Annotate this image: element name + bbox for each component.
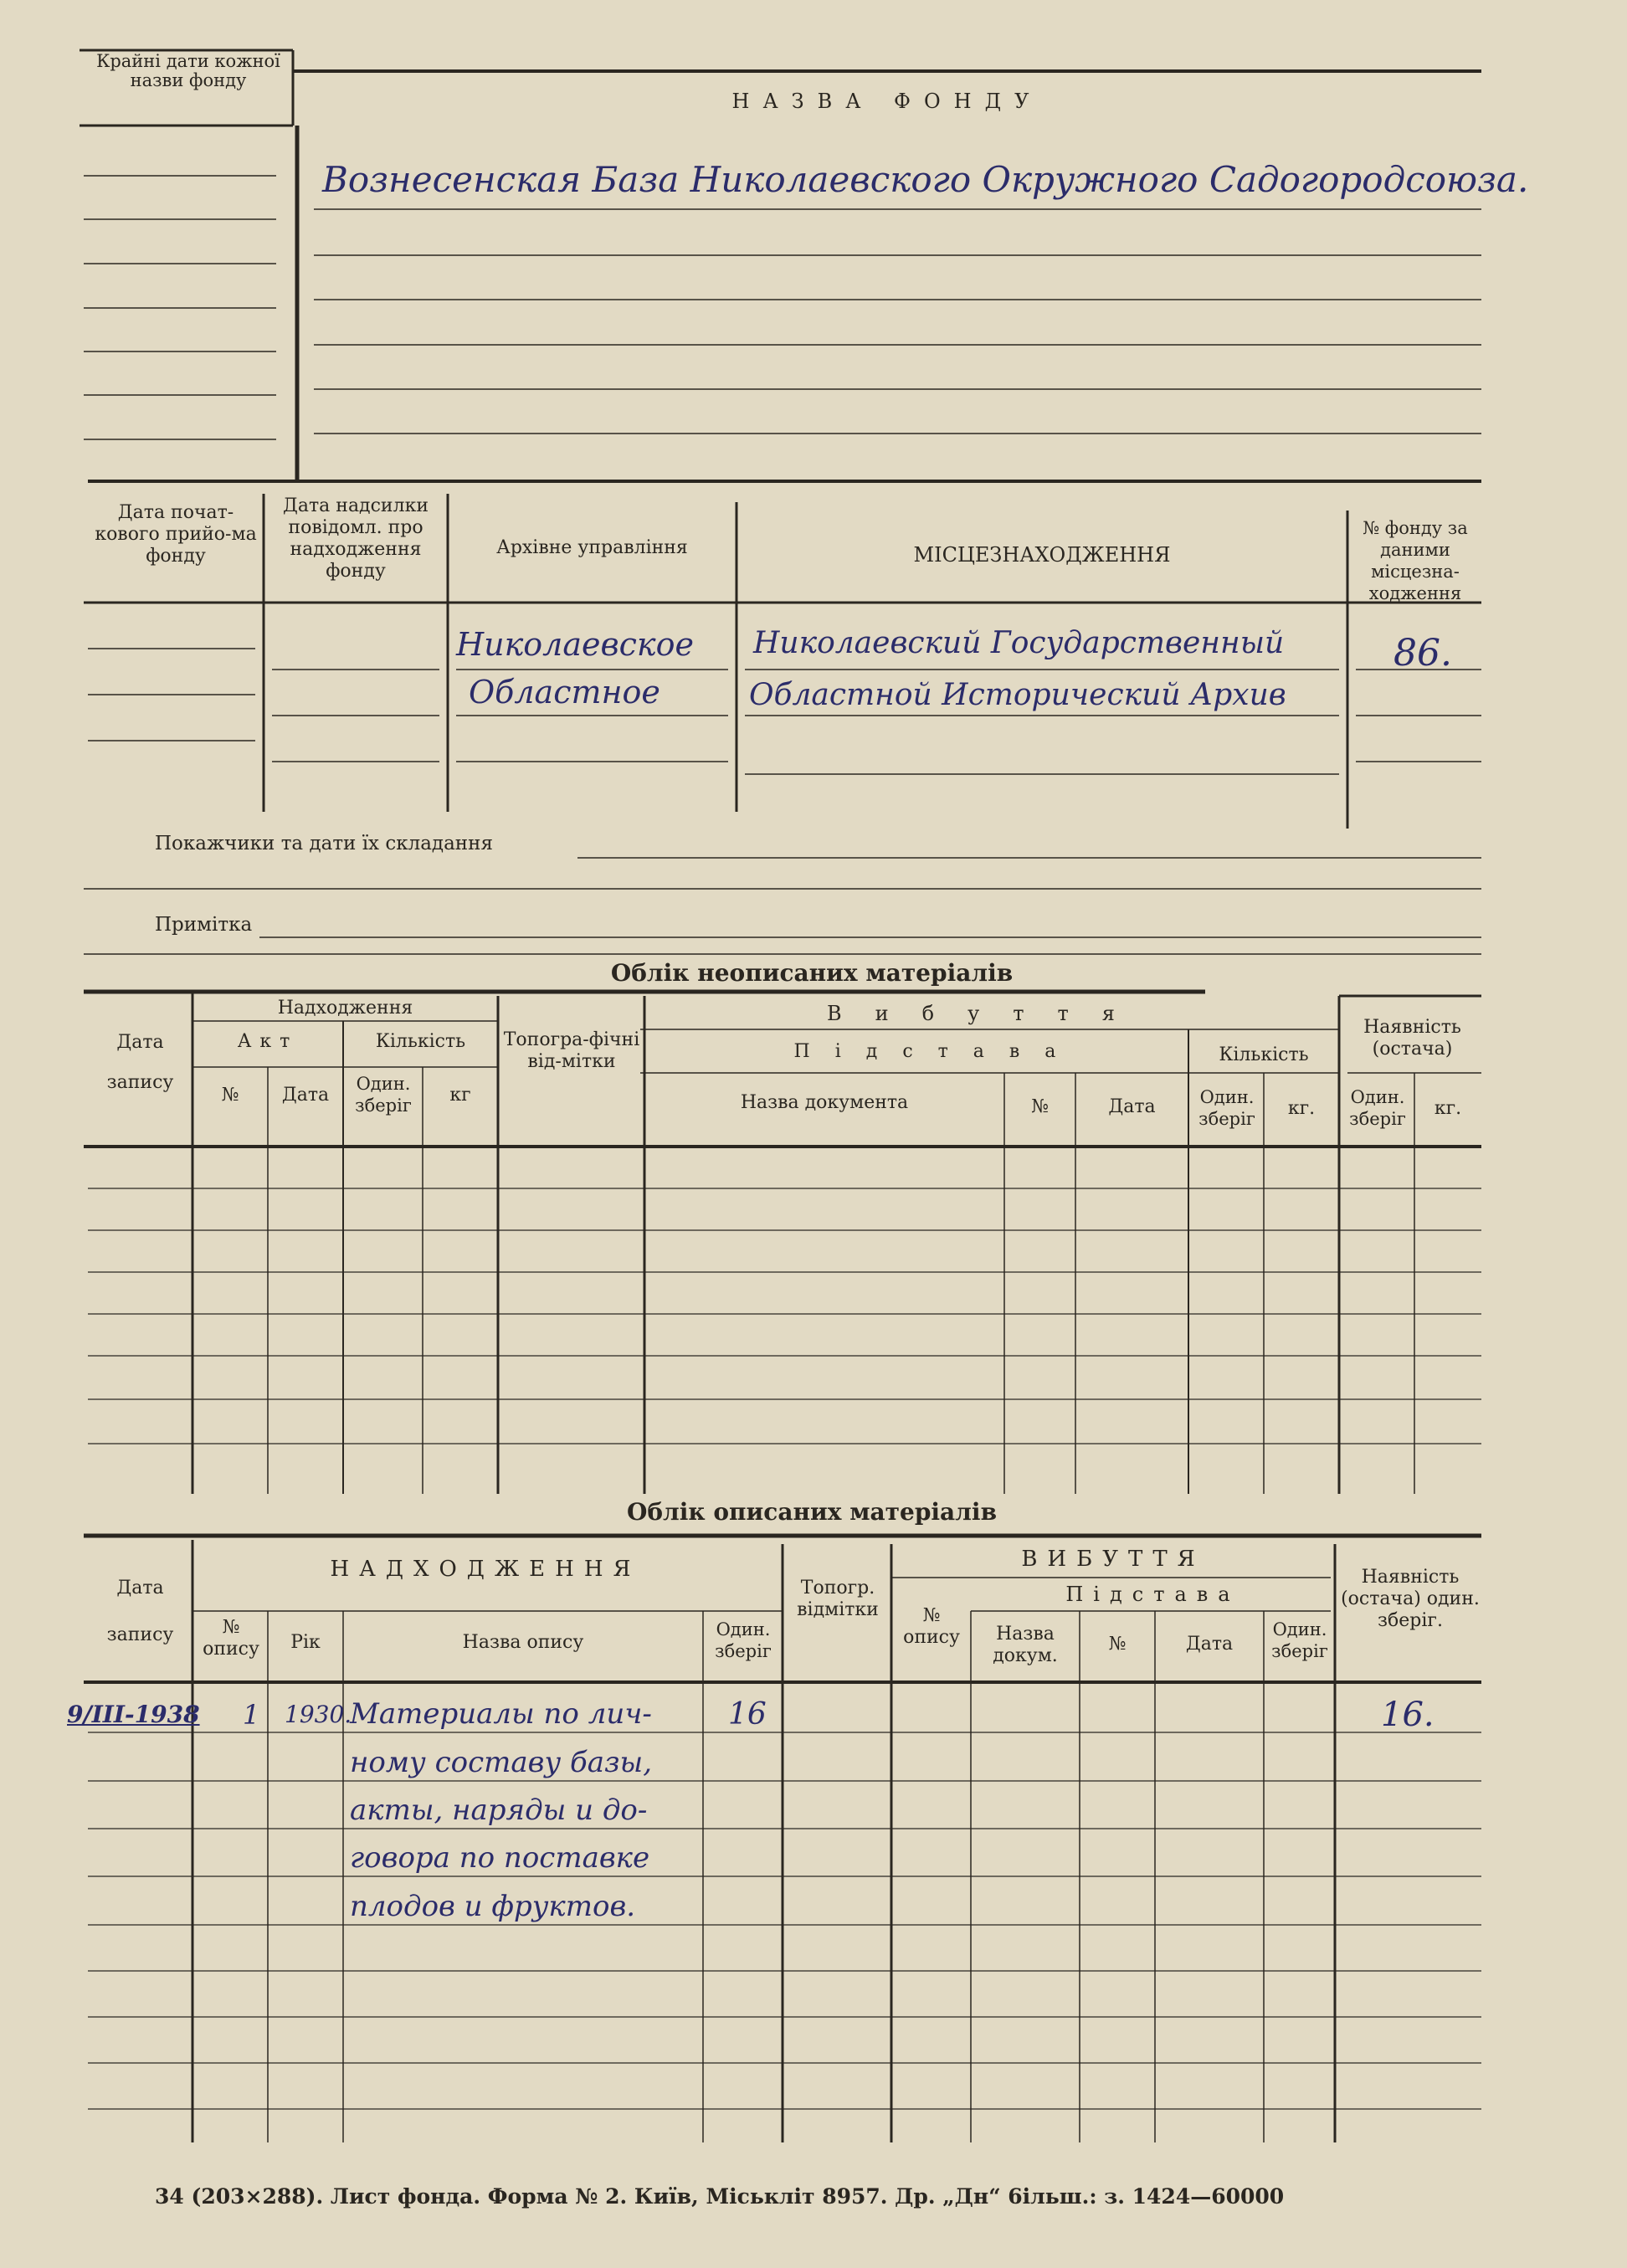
u-doc-date-label: Дата bbox=[1108, 1096, 1156, 1117]
d-date2-label: Дата bbox=[1185, 1634, 1234, 1655]
u-qty2-label: Кількість bbox=[1219, 1044, 1309, 1065]
described-title: Облік описаних матеріалів bbox=[626, 1498, 998, 1526]
indexes-label: Покажчики та дати їх складання bbox=[155, 833, 493, 854]
d-entry-year: 1930. bbox=[285, 1701, 352, 1728]
d-topo-label: Топогр. відмітки bbox=[797, 1578, 879, 1620]
u-qty-label: Кількість bbox=[375, 1031, 466, 1052]
d-doc-name-label: Назва докум. bbox=[993, 1624, 1058, 1666]
archive-admin-label: Архівне управління bbox=[496, 537, 688, 558]
form-footer: 34 (203×288). Лист фонда. Форма № 2. Київ, Міськліт 8957. Др. „Дн“ 6ільш.: з. 1424—60000 bbox=[155, 2184, 1285, 2209]
d-entry-name-line5: плодов и фруктов. bbox=[350, 1890, 636, 1923]
location-value-line1: Николаевский Государственный bbox=[753, 626, 1285, 660]
d-entry-date: 9/III-1938 bbox=[67, 1701, 200, 1728]
d-entry-units: 16 bbox=[728, 1697, 767, 1732]
d-outgo-label: ВИБУТТЯ bbox=[1021, 1547, 1205, 1572]
fund-name-value: Вознесенская База Николаевского Окружного Садогородсоюза. bbox=[322, 159, 1529, 200]
u-date-col-label: Дата bbox=[281, 1085, 330, 1106]
d-basis-label: Підстава bbox=[1065, 1583, 1240, 1606]
u-balance-label: Наявність (остача) bbox=[1363, 1017, 1461, 1060]
d-balance-label: Наявність (остача) один. зберіг. bbox=[1341, 1567, 1480, 1631]
d-inv-no-label: № опису bbox=[203, 1617, 259, 1660]
archive-admin-value-line2: Областное bbox=[469, 674, 660, 711]
dates-per-name-label: Крайні дати кожної назви фонду bbox=[96, 51, 280, 90]
u-basis-label: Підстава bbox=[793, 1041, 1081, 1062]
d-entry-inv-no: 1 bbox=[243, 1699, 260, 1731]
location-label: МІСЦЕЗНАХОДЖЕННЯ bbox=[913, 543, 1171, 567]
notice-date-label: Дата надсилки повідомл. про надходження фонду bbox=[283, 495, 429, 582]
note-label: Примітка bbox=[155, 914, 253, 936]
u-outgo-label: Вибуття bbox=[827, 1002, 1148, 1025]
d-entry-name-line3: акты, наряды и до- bbox=[350, 1793, 648, 1827]
u-income-label: Надходження bbox=[277, 998, 413, 1019]
u-doc-name-label: Назва документа bbox=[740, 1092, 909, 1113]
u-topo-label: Топогра-фічні від-мітки bbox=[503, 1029, 640, 1072]
d-inv-name-label: Назва опису bbox=[462, 1632, 584, 1653]
u-units-label: Один. зберіг bbox=[355, 1074, 412, 1116]
d-units-label: Один. зберіг bbox=[715, 1619, 772, 1661]
d-no-label: № bbox=[1108, 1634, 1127, 1655]
u-act-label: Акт bbox=[237, 1031, 299, 1052]
u-units2-label: Один. зберіг bbox=[1198, 1087, 1255, 1129]
u-kg3-label: кг. bbox=[1434, 1098, 1462, 1119]
u-date-label: Дата запису bbox=[106, 1032, 174, 1093]
d-units2-label: Один. зберіг bbox=[1271, 1619, 1328, 1661]
initial-receipt-label: Дата почат-кового прийо-ма фонду bbox=[95, 502, 257, 567]
d-year-label: Рік bbox=[290, 1632, 321, 1653]
fund-no-value: 86. bbox=[1393, 632, 1452, 675]
d-entry-name-line1: Материалы по лич- bbox=[350, 1697, 652, 1731]
d-inv-no2-label: № опису bbox=[903, 1605, 960, 1648]
fund-name-label: НАЗВА ФОНДУ bbox=[731, 90, 1043, 113]
location-value-line2: Областной Исторический Архив bbox=[749, 678, 1286, 712]
u-kg2-label: кг. bbox=[1287, 1098, 1316, 1119]
u-kg-label: кг bbox=[449, 1085, 471, 1106]
d-entry-name-line4: говора по поставке bbox=[350, 1841, 650, 1875]
d-income-label: НАДХОДЖЕННЯ bbox=[330, 1557, 641, 1582]
fund-no-label: № фонду за даними місцезна-ходження bbox=[1363, 518, 1468, 603]
d-entry-balance: 16. bbox=[1381, 1696, 1435, 1734]
u-doc-no-label: № bbox=[1031, 1096, 1049, 1117]
d-entry-name-line2: ному составу базы, bbox=[350, 1746, 653, 1779]
d-date-label: Дата запису bbox=[106, 1578, 174, 1645]
undescribed-title: Облік неописаних матеріалів bbox=[610, 959, 1014, 987]
archive-admin-value-line1: Николаевское bbox=[456, 626, 694, 663]
u-units3-label: Один. зберіг bbox=[1349, 1087, 1406, 1129]
u-no-label: № bbox=[221, 1085, 239, 1106]
